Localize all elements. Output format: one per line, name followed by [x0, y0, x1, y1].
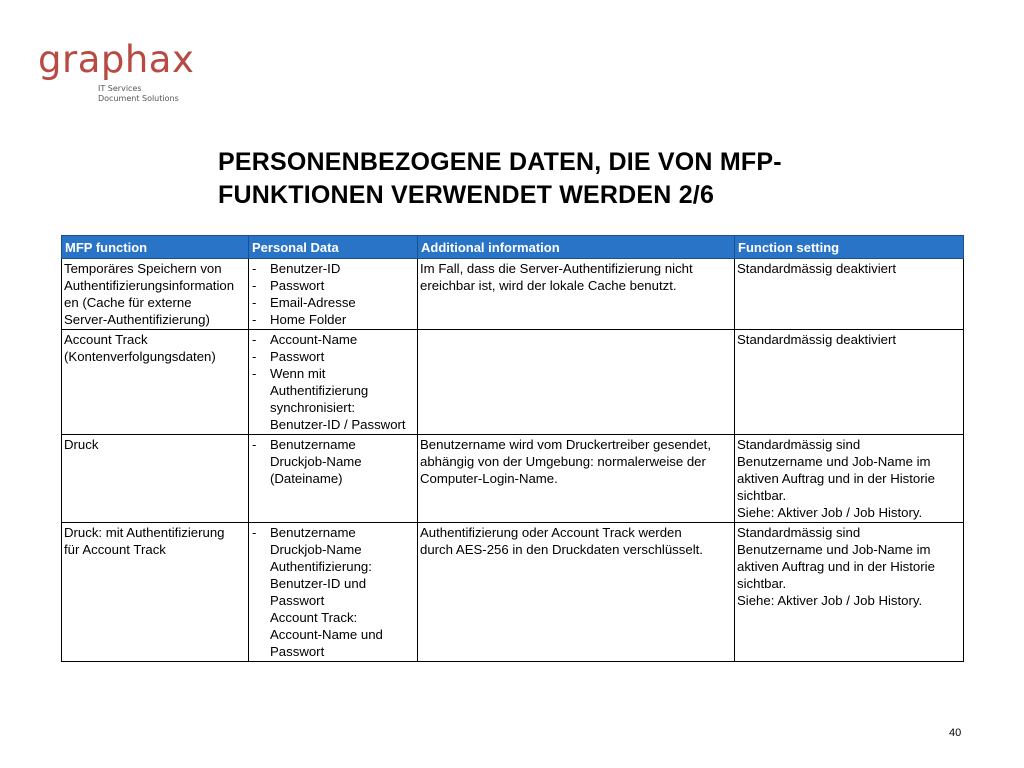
cell-mfp-function-line: Account Track — [64, 332, 148, 347]
personal-data-item: Authentifizierung: — [270, 559, 372, 574]
table-body — [62, 259, 964, 662]
cell-personal-data — [249, 523, 418, 662]
personal-data-item: Passwort — [270, 644, 325, 659]
cell-function-setting-line: Siehe: Aktiver Job / Job History. — [737, 593, 923, 608]
cell-function-setting-line: Siehe: Aktiver Job / Job History. — [737, 505, 923, 520]
cell-function-setting-line: aktiven Auftrag und in der Historie — [737, 471, 935, 486]
cell-personal-data — [249, 435, 418, 523]
cell-additional-information-line: Authentifizierung oder Account Track werden — [420, 525, 682, 540]
personal-data-item: Benutzer-ID / Passwort — [270, 417, 406, 432]
cell-mfp-function — [62, 523, 249, 662]
cell-additional-information-line: Benutzername wird vom Druckertreiber gesendet, — [420, 437, 711, 452]
logo-wordmark: graphax — [38, 38, 195, 81]
logo-tagline-line2: Document Solutions — [98, 94, 179, 103]
cell-function-setting — [735, 435, 964, 523]
cell-mfp-function — [62, 259, 249, 330]
page-title — [218, 146, 858, 212]
personal-data-item: - Benutzername — [251, 524, 415, 541]
cell-function-setting-line: Standardmässig sind — [737, 525, 861, 540]
personal-data-item: Account Track: — [270, 610, 358, 625]
cell-additional-information-line: Computer-Login-Name. — [420, 471, 558, 486]
table-row — [62, 435, 964, 523]
cell-function-setting-line: Standardmässig deaktiviert — [737, 332, 897, 347]
page-title-line2: FUNKTIONEN VERWENDET WERDEN 2/6 — [218, 181, 715, 209]
table-header-row — [62, 236, 964, 259]
cell-function-setting-line: aktiven Auftrag und in der Historie — [737, 559, 935, 574]
personal-data-item: - Benutzername — [251, 436, 415, 453]
personal-data-table — [61, 235, 964, 662]
personal-data-item: (Dateiname) — [270, 471, 343, 486]
page-title-line1: PERSONENBEZOGENE DATEN, DIE VON MFP- — [218, 148, 782, 176]
header-mfp-function: MFP function — [62, 236, 249, 259]
cell-mfp-function-line: (Kontenverfolgungsdaten) — [64, 349, 216, 364]
cell-function-setting — [735, 523, 964, 662]
cell-additional-information-line: Im Fall, dass die Server-Authentifizierung nicht — [420, 261, 693, 276]
header-personal-data: Personal Data — [249, 236, 418, 259]
cell-additional-information — [418, 259, 735, 330]
personal-data-item: Druckjob-Name — [270, 454, 362, 469]
cell-mfp-function-line: Authentifizierungsinformation — [64, 278, 235, 293]
header-additional-information: Additional information — [418, 236, 735, 259]
cell-mfp-function-line: Druck: mit Authentifizierung — [64, 525, 225, 540]
cell-additional-information — [418, 330, 735, 435]
personal-data-item: - Email-Adresse — [251, 294, 415, 311]
cell-additional-information-line: ereichbar ist, wird der lokale Cache benutzt. — [420, 278, 677, 293]
personal-data-item: - Benutzer-ID — [251, 260, 415, 277]
personal-data-item: Authentifizierung — [270, 383, 369, 398]
cell-function-setting-line: Benutzername und Job-Name im — [737, 542, 931, 557]
table-row — [62, 259, 964, 330]
personal-data-list — [251, 331, 415, 433]
logo-tagline — [98, 84, 194, 104]
personal-data-item: Benutzer-ID und — [270, 576, 367, 591]
table-row — [62, 330, 964, 435]
cell-mfp-function-line: Temporäres Speichern von — [64, 261, 222, 276]
table-row — [62, 523, 964, 662]
cell-function-setting-line: sichtbar. — [737, 488, 787, 503]
cell-mfp-function-line: en (Cache für externe — [64, 295, 192, 310]
cell-mfp-function — [62, 435, 249, 523]
personal-data-item: Passwort — [270, 593, 325, 608]
cell-additional-information-line: abhängig von der Umgebung: normalerweise der — [420, 454, 706, 469]
personal-data-item: - Wenn mit — [251, 365, 415, 382]
cell-function-setting — [735, 330, 964, 435]
cell-additional-information — [418, 435, 735, 523]
personal-data-list — [251, 436, 415, 487]
personal-data-item: - Passwort — [251, 277, 415, 294]
cell-mfp-function-line: für Account Track — [64, 542, 166, 557]
cell-personal-data — [249, 259, 418, 330]
personal-data-item: Account-Name und — [270, 627, 383, 642]
company-logo — [38, 38, 194, 104]
personal-data-item: synchronisiert: — [270, 400, 356, 415]
personal-data-list — [251, 524, 415, 660]
cell-additional-information — [418, 523, 735, 662]
logo-tagline-line1: IT Services — [98, 84, 142, 93]
cell-personal-data — [249, 330, 418, 435]
personal-data-list — [251, 260, 415, 328]
cell-function-setting-line: Standardmässig deaktiviert — [737, 261, 897, 276]
cell-mfp-function-line: Druck — [64, 437, 99, 452]
personal-data-item: Druckjob-Name — [270, 542, 362, 557]
cell-function-setting-line: sichtbar. — [737, 576, 787, 591]
page-number: 40 — [949, 727, 962, 739]
personal-data-item: - Passwort — [251, 348, 415, 365]
header-function-setting: Function setting — [735, 236, 964, 259]
cell-mfp-function-line: Server-Authentifizierung) — [64, 312, 210, 327]
personal-data-item: - Account-Name — [251, 331, 415, 348]
cell-additional-information-line: durch AES-256 in den Druckdaten verschlüsselt. — [420, 542, 703, 557]
cell-mfp-function — [62, 330, 249, 435]
cell-function-setting — [735, 259, 964, 330]
personal-data-item: - Home Folder — [251, 311, 415, 328]
cell-function-setting-line: Benutzername und Job-Name im — [737, 454, 931, 469]
cell-function-setting-line: Standardmässig sind — [737, 437, 861, 452]
